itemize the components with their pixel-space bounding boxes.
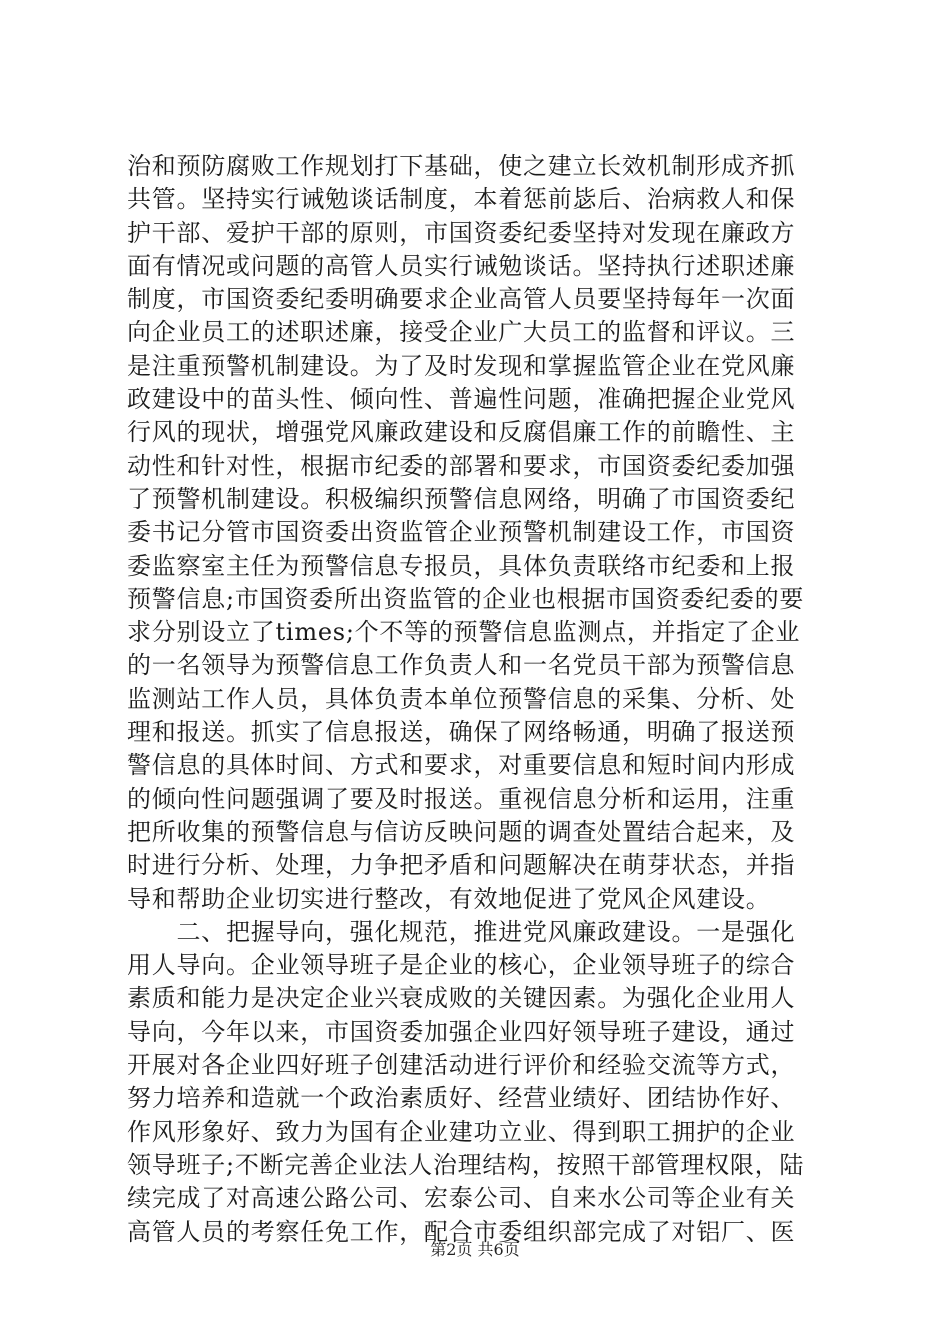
text-line: 把所收集的预警信息与信访反映问题的调查处置结合起来，及 (127, 817, 796, 846)
text-line: 行风的现状，增强党风廉政建设和反腐倡廉工作的前瞻性、主 (127, 418, 796, 447)
text-line: 预警信息;市国资委所出资监管的企业也根据市国资委纪委的要 (127, 584, 805, 613)
text-line: 了预警机制建设。积极编织预警信息网络，明确了市国资委纪 (127, 484, 796, 513)
text-line: 共管。坚持实行诫勉谈话制度，本着惩前毖后、治病救人和保 (127, 185, 796, 214)
text-line: 监测站工作人员，具体负责本单位预警信息的采集、分析、处 (127, 684, 796, 713)
text-line: 续完成了对高速公路公司、宏泰公司、自来水公司等企业有关 (127, 1184, 796, 1213)
text-line: 的倾向性问题强调了要及时报送。重视信息分析和运用，注重 (127, 784, 796, 813)
text-line: 是注重预警机制建设。为了及时发现和掌握监管企业在党风廉 (127, 351, 796, 380)
text-line: 动性和针对性，根据市纪委的部署和要求，市国资委纪委加强 (127, 451, 796, 480)
text-line: 领导班子;不断完善企业法人治理结构，按照干部管理权限，陆 (127, 1150, 805, 1179)
text-line: 导和帮助企业切实进行整改，有效地促进了党风企风建设。 (127, 884, 771, 913)
text-line: 努力培养和造就一个政治素质好、经营业绩好、团结协作好、 (127, 1084, 796, 1113)
text-line: 求分别设立了times;个不等的预警信息监测点，并指定了企业 (127, 618, 801, 647)
text-line: 制度，市国资委纪委明确要求企业高管人员要坚持每年一次面 (127, 285, 796, 314)
text-line: 治和预防腐败工作规划打下基础，使之建立长效机制形成齐抓 (127, 152, 796, 180)
text-line: 面有情况或问题的高管人员实行诫勉谈话。坚持执行述职述廉 (127, 251, 796, 280)
text-line: 理和报送。抓实了信息报送，确保了网络畅通，明确了报送预 (127, 718, 796, 747)
text-line: 时进行分析、处理，力争把矛盾和问题解决在萌芽状态，并指 (127, 851, 796, 880)
text-line: 导向，今年以来，市国资委加强企业四好领导班子建设，通过 (127, 1017, 796, 1046)
text-line: 高管人员的考察任免工作，配合市委组织部完成了对铝厂、医 (127, 1217, 796, 1246)
text-line: 委书记分管市国资委出资监管企业预警机制建设工作，市国资 (127, 518, 796, 547)
text-line: 的一名领导为预警信息工作负责人和一名党员干部为预警信息 (127, 651, 796, 680)
page-footer: 第2页 共6页 (430, 1240, 520, 1259)
text-line: 警信息的具体时间、方式和要求，对重要信息和短时间内形成 (127, 751, 796, 780)
text-line: 护干部、爱护干部的原则，市国资委纪委坚持对发现在廉政方 (127, 218, 796, 247)
text-line: 作风形象好、致力为国有企业建功立业、得到职工拥护的企业 (127, 1117, 796, 1146)
text-line: 委监察室主任为预警信息专报员，具体负责联络市纪委和上报 (127, 551, 796, 580)
text-line: 二、把握导向，强化规范，推进党风廉政建设。一是强化 (127, 917, 796, 946)
text-line: 用人导向。企业领导班子是企业的核心，企业领导班子的综合 (127, 951, 796, 980)
text-line: 政建设中的苗头性、倾向性、普遍性问题，准确把握企业党风 (127, 385, 796, 414)
document-body (127, 150, 827, 1249)
text-line: 开展对各企业四好班子创建活动进行评价和经验交流等方式， (127, 1051, 796, 1080)
text-line: 素质和能力是决定企业兴衰成败的关键因素。为强化企业用人 (127, 984, 796, 1013)
text-line: 向企业员工的述职述廉，接受企业广大员工的监督和评议。三 (127, 318, 796, 347)
